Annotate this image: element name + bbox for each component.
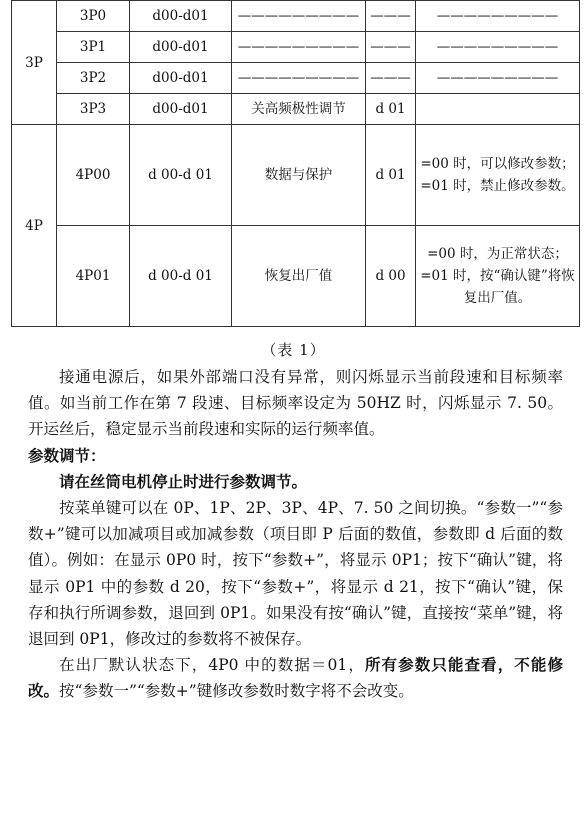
param-note: ————————— bbox=[416, 32, 580, 63]
param-note: ————————— bbox=[416, 1, 580, 32]
paragraph-startup: 接通电源后，如果外部端口没有异常，则闪烁显示当前段速和目标频率值。如当前工作在第 7 段速、目标频率设定为 50HZ 时，闪烁显示 7. 50。开运丝后，稳定显示当前段速和实际的运行频率值。 bbox=[28, 368, 563, 439]
param-range: d00-d01 bbox=[130, 32, 232, 63]
table-row bbox=[12, 226, 580, 327]
param-desc: ————————— bbox=[232, 32, 366, 63]
param-code: 4P01 bbox=[57, 226, 130, 327]
group-label: 4P bbox=[12, 125, 57, 327]
param-range: d00-d01 bbox=[130, 1, 232, 32]
param-default: ——— bbox=[366, 63, 416, 94]
param-desc: ————————— bbox=[232, 63, 366, 94]
bold-instruction: 请在丝筒电机停止时进行参数调节。 bbox=[59, 471, 308, 491]
section-heading: 参数调节： bbox=[28, 445, 106, 465]
param-note: =00 时，为正常状态；=01 时，按“确认键”将恢复出厂值。 bbox=[416, 226, 580, 327]
default-text-a: 在出厂默认状态下，4P0 中的数据＝01， bbox=[59, 656, 365, 675]
table-row bbox=[12, 63, 580, 94]
param-desc: 恢复出厂值 bbox=[232, 226, 366, 327]
param-code: 3P0 bbox=[57, 1, 130, 32]
paragraph-menu: 按菜单键可以在 0P、1P、2P、3P、4P、7. 50 之间切换。“参数一”“参数+”键可以加减项目或加减参数（项目即 P 后面的数值，参数即 d 后面的数值）。例如：在显示 0P0 时，按下“参数+”，将显示 0P1；按下“确认”键，将显示 0P1 中的参数 d 20，按下“参数+”，将显示 d 21，按下“确认”键，保存和执行所调参数，退回到 0P1。如果没有按“确认”键，直接按“菜单”键，将退回到 0P1，修改过的参数将不被保存。 bbox=[28, 499, 563, 649]
param-range: d00-d01 bbox=[130, 94, 232, 125]
param-default: d 01 bbox=[366, 94, 416, 125]
param-desc: 数据与保护 bbox=[232, 125, 366, 226]
param-desc: 关高频极性调节 bbox=[232, 94, 366, 125]
param-default: ——— bbox=[366, 1, 416, 32]
param-range: d 00-d 01 bbox=[130, 226, 232, 327]
param-default: d 01 bbox=[366, 125, 416, 226]
param-default: d 00 bbox=[366, 226, 416, 327]
param-range: d 00-d 01 bbox=[130, 125, 232, 226]
group-label: 3P bbox=[12, 1, 57, 125]
param-code: 3P3 bbox=[57, 94, 130, 125]
param-code: 3P1 bbox=[57, 32, 130, 63]
param-note: =00 时，可以修改参数；=01 时，禁止修改参数。 bbox=[416, 125, 580, 226]
default-text-c: 按“参数一”“参数+”键修改参数时数字将不会改变。 bbox=[59, 682, 414, 701]
parameter-table bbox=[11, 0, 580, 327]
body-text bbox=[28, 364, 563, 705]
param-code: 3P2 bbox=[57, 63, 130, 94]
param-note bbox=[416, 94, 580, 125]
default-text-bold: 所有参数只能查看，不能修改。 bbox=[28, 655, 563, 701]
table-row bbox=[12, 125, 580, 226]
param-default: ——— bbox=[366, 32, 416, 63]
table-caption: （表 1） bbox=[261, 341, 326, 359]
param-desc: ————————— bbox=[232, 1, 366, 32]
table-row bbox=[12, 32, 580, 63]
param-code: 4P00 bbox=[57, 125, 130, 226]
param-note: ————————— bbox=[416, 63, 580, 94]
paragraph-default bbox=[28, 652, 563, 704]
table-row bbox=[12, 1, 580, 32]
table-row bbox=[12, 94, 580, 125]
param-range: d00-d01 bbox=[130, 63, 232, 94]
